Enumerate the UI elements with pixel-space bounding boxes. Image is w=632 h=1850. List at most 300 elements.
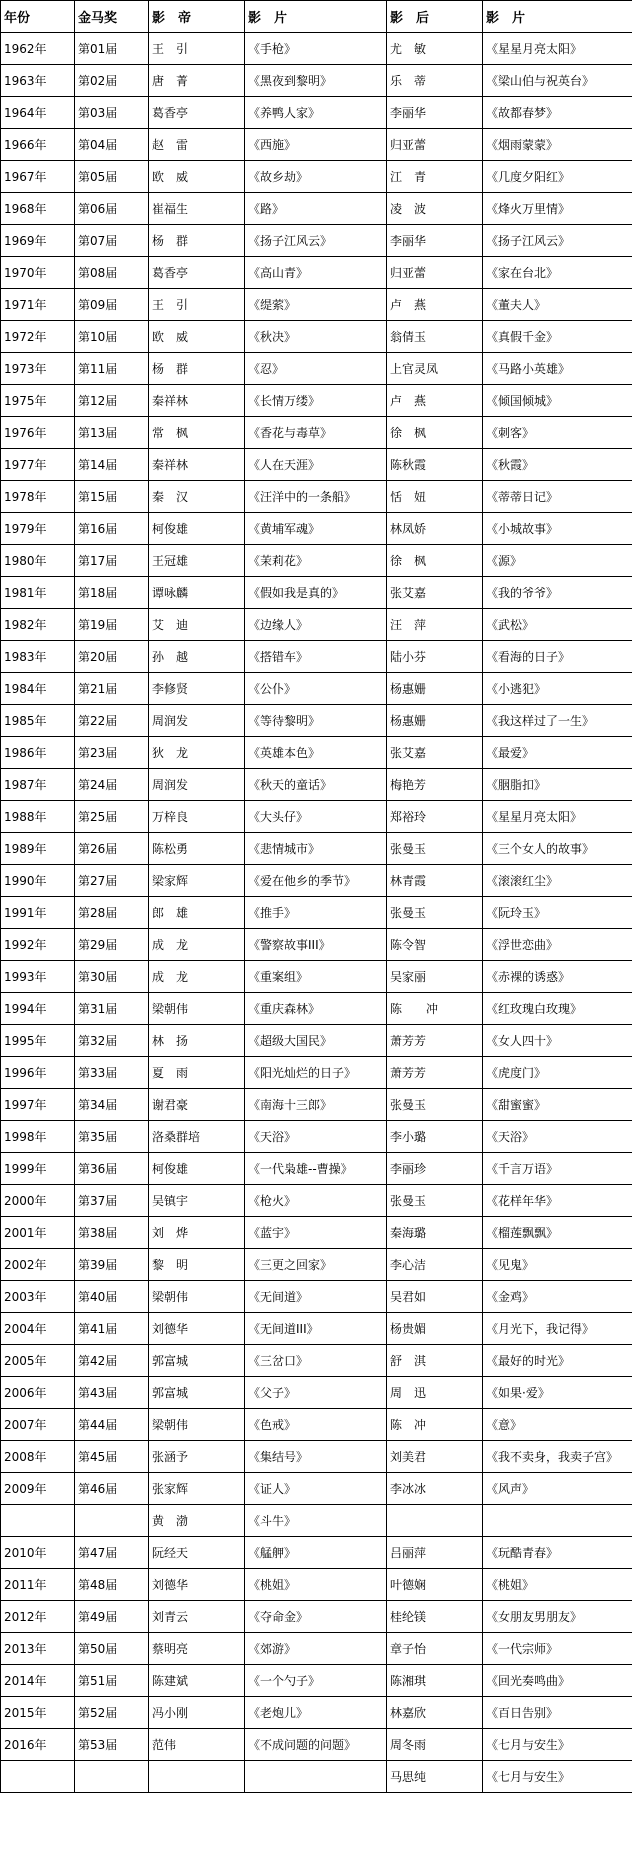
year-cell: 1989年 <box>1 833 75 865</box>
actress-cell: 林青霞 <box>387 865 483 897</box>
edition-cell: 第21届 <box>75 673 149 705</box>
actor-cell: 梁朝伟 <box>149 1409 245 1441</box>
table-row <box>1 673 632 705</box>
year-cell: 1964年 <box>1 97 75 129</box>
edition-cell: 第20届 <box>75 641 149 673</box>
actor-cell: 范伟 <box>149 1729 245 1761</box>
actor-film-cell: 《证人》 <box>245 1473 387 1505</box>
year-cell: 2000年 <box>1 1185 75 1217</box>
actress-film-cell: 《如果·爱》 <box>483 1377 632 1409</box>
actor-cell: 郎 雄 <box>149 897 245 929</box>
actor-cell: 崔福生 <box>149 193 245 225</box>
actor-cell: 张家辉 <box>149 1473 245 1505</box>
edition-cell: 第04届 <box>75 129 149 161</box>
edition-cell: 第06届 <box>75 193 149 225</box>
edition-cell: 第45届 <box>75 1441 149 1473</box>
actor-cell: 冯小刚 <box>149 1697 245 1729</box>
table-row <box>1 65 632 97</box>
table-row <box>1 449 632 481</box>
year-cell: 2012年 <box>1 1601 75 1633</box>
actor-cell: 唐 菁 <box>149 65 245 97</box>
header-edition: 金马奖 <box>75 1 149 33</box>
actress-film-cell: 《蒂蒂日记》 <box>483 481 632 513</box>
edition-cell: 第17届 <box>75 545 149 577</box>
actress-film-cell: 《金鸡》 <box>483 1281 632 1313</box>
year-cell: 1987年 <box>1 769 75 801</box>
actor-cell: 张涵予 <box>149 1441 245 1473</box>
edition-cell: 第16届 <box>75 513 149 545</box>
year-cell: 2007年 <box>1 1409 75 1441</box>
actress-film-cell: 《胭脂扣》 <box>483 769 632 801</box>
actor-film-cell: 《大头仔》 <box>245 801 387 833</box>
actress-film-cell: 《真假千金》 <box>483 321 632 353</box>
table-row <box>1 481 632 513</box>
actress-cell: 凌 波 <box>387 193 483 225</box>
edition-cell: 第02届 <box>75 65 149 97</box>
actress-film-cell: 《我不卖身，我卖子宫》 <box>483 1441 632 1473</box>
year-cell: 1977年 <box>1 449 75 481</box>
actress-cell: 刘美君 <box>387 1441 483 1473</box>
table-row <box>1 1281 632 1313</box>
year-cell: 1988年 <box>1 801 75 833</box>
actress-film-cell: 《月光下，我记得》 <box>483 1313 632 1345</box>
actress-film-cell: 《烟雨蒙蒙》 <box>483 129 632 161</box>
table-row <box>1 1537 632 1569</box>
year-cell: 1992年 <box>1 929 75 961</box>
actress-cell: 李丽华 <box>387 225 483 257</box>
actor-film-cell: 《超级大国民》 <box>245 1025 387 1057</box>
actor-film-cell: 《英雄本色》 <box>245 737 387 769</box>
actress-cell: 吴君如 <box>387 1281 483 1313</box>
actor-cell: 孙 越 <box>149 641 245 673</box>
actor-film-cell: 《人在天涯》 <box>245 449 387 481</box>
table-row <box>1 641 632 673</box>
year-cell: 1995年 <box>1 1025 75 1057</box>
actress-cell: 章子怡 <box>387 1633 483 1665</box>
table-row <box>1 609 632 641</box>
table-row <box>1 545 632 577</box>
year-cell: 1985年 <box>1 705 75 737</box>
actress-film-cell: 《桃姐》 <box>483 1569 632 1601</box>
actor-film-cell: 《缇萦》 <box>245 289 387 321</box>
table-row <box>1 577 632 609</box>
actor-cell: 郭富城 <box>149 1345 245 1377</box>
actress-film-cell: 《花样年华》 <box>483 1185 632 1217</box>
edition-cell: 第01届 <box>75 33 149 65</box>
actress-cell: 乐 蒂 <box>387 65 483 97</box>
year-cell: 1970年 <box>1 257 75 289</box>
table-row <box>1 513 632 545</box>
actress-cell: 舒 淇 <box>387 1345 483 1377</box>
year-cell: 1993年 <box>1 961 75 993</box>
actor-cell: 柯俊雄 <box>149 1153 245 1185</box>
table-row <box>1 705 632 737</box>
actress-film-cell: 《玩酷青春》 <box>483 1537 632 1569</box>
table-row <box>1 289 632 321</box>
actress-film-cell: 《百日告别》 <box>483 1697 632 1729</box>
table-row <box>1 257 632 289</box>
actress-film-cell: 《董夫人》 <box>483 289 632 321</box>
actress-film-cell: 《女人四十》 <box>483 1025 632 1057</box>
actress-film-cell: 《故都春梦》 <box>483 97 632 129</box>
edition-cell: 第31届 <box>75 993 149 1025</box>
actor-film-cell: 《秋天的童话》 <box>245 769 387 801</box>
actress-cell: 陈秋霞 <box>387 449 483 481</box>
actress-film-cell: 《七月与安生》 <box>483 1761 632 1793</box>
actor-film-cell: 《重庆森林》 <box>245 993 387 1025</box>
actress-film-cell: 《天浴》 <box>483 1121 632 1153</box>
table-row <box>1 385 632 417</box>
year-cell: 1998年 <box>1 1121 75 1153</box>
actress-film-cell: 《风声》 <box>483 1473 632 1505</box>
edition-cell: 第19届 <box>75 609 149 641</box>
actor-cell: 林 扬 <box>149 1025 245 1057</box>
year-cell: 2004年 <box>1 1313 75 1345</box>
actress-cell: 上官灵凤 <box>387 353 483 385</box>
actress-film-cell: 《回光奏鸣曲》 <box>483 1665 632 1697</box>
actress-cell: 张艾嘉 <box>387 737 483 769</box>
table-row <box>1 865 632 897</box>
table-row <box>1 1665 632 1697</box>
actress-cell: 尤 敏 <box>387 33 483 65</box>
edition-cell: 第34届 <box>75 1089 149 1121</box>
table-row <box>1 1697 632 1729</box>
actress-film-cell: 《看海的日子》 <box>483 641 632 673</box>
actress-cell: 林嘉欣 <box>387 1697 483 1729</box>
table-row <box>1 33 632 65</box>
actor-film-cell: 《三岔口》 <box>245 1345 387 1377</box>
actor-cell: 周润发 <box>149 705 245 737</box>
edition-cell: 第51届 <box>75 1665 149 1697</box>
edition-cell: 第05届 <box>75 161 149 193</box>
year-cell: 1980年 <box>1 545 75 577</box>
actress-cell: 归亚蕾 <box>387 129 483 161</box>
actress-cell: 恬 妞 <box>387 481 483 513</box>
year-cell: 2015年 <box>1 1697 75 1729</box>
year-cell: 2009年 <box>1 1473 75 1505</box>
actor-cell: 欧 威 <box>149 321 245 353</box>
edition-cell: 第49届 <box>75 1601 149 1633</box>
actor-film-cell: 《三更之回家》 <box>245 1249 387 1281</box>
actress-cell: 周冬雨 <box>387 1729 483 1761</box>
actor-film-cell: 《南海十三郎》 <box>245 1089 387 1121</box>
year-cell: 1982年 <box>1 609 75 641</box>
actor-film-cell: 《色戒》 <box>245 1409 387 1441</box>
year-cell: 1996年 <box>1 1057 75 1089</box>
table-row <box>1 1345 632 1377</box>
year-cell: 1971年 <box>1 289 75 321</box>
actress-cell: 郑裕玲 <box>387 801 483 833</box>
year-cell <box>1 1761 75 1793</box>
actress-film-cell: 《女朋友男朋友》 <box>483 1601 632 1633</box>
table-row <box>1 769 632 801</box>
actress-film-cell: 《源》 <box>483 545 632 577</box>
actor-film-cell: 《蓝宇》 <box>245 1217 387 1249</box>
edition-cell: 第11届 <box>75 353 149 385</box>
actor-cell: 陈建斌 <box>149 1665 245 1697</box>
year-cell: 2002年 <box>1 1249 75 1281</box>
actor-cell: 梁家辉 <box>149 865 245 897</box>
table-row <box>1 1761 632 1793</box>
actress-cell: 徐 枫 <box>387 417 483 449</box>
table-row <box>1 1153 632 1185</box>
header-best-actress: 影 后 <box>387 1 483 33</box>
table-row <box>1 897 632 929</box>
actor-film-cell: 《郊游》 <box>245 1633 387 1665</box>
actor-film-cell <box>245 1761 387 1793</box>
edition-cell: 第41届 <box>75 1313 149 1345</box>
edition-cell: 第50届 <box>75 1633 149 1665</box>
year-cell: 1986年 <box>1 737 75 769</box>
actress-cell: 卢 燕 <box>387 385 483 417</box>
actress-cell: 陈 冲 <box>387 993 483 1025</box>
actress-cell: 叶德娴 <box>387 1569 483 1601</box>
actor-film-cell: 《父子》 <box>245 1377 387 1409</box>
actor-cell: 王 引 <box>149 33 245 65</box>
actor-film-cell: 《故乡劫》 <box>245 161 387 193</box>
actress-cell: 李小璐 <box>387 1121 483 1153</box>
actor-film-cell: 《一代枭雄--曹操》 <box>245 1153 387 1185</box>
edition-cell: 第33届 <box>75 1057 149 1089</box>
edition-cell: 第32届 <box>75 1025 149 1057</box>
actor-cell: 梁朝伟 <box>149 1281 245 1313</box>
actress-film-cell: 《三个女人的故事》 <box>483 833 632 865</box>
edition-cell: 第27届 <box>75 865 149 897</box>
actress-film-cell: 《滚滚红尘》 <box>483 865 632 897</box>
year-cell: 1990年 <box>1 865 75 897</box>
actor-film-cell: 《等待黎明》 <box>245 705 387 737</box>
header-actress-film: 影 片 <box>483 1 632 33</box>
actress-cell: 萧芳芳 <box>387 1025 483 1057</box>
edition-cell: 第08届 <box>75 257 149 289</box>
table-row <box>1 1249 632 1281</box>
actor-film-cell: 《老炮儿》 <box>245 1697 387 1729</box>
year-cell: 2006年 <box>1 1377 75 1409</box>
actor-cell: 刘 烨 <box>149 1217 245 1249</box>
edition-cell: 第42届 <box>75 1345 149 1377</box>
table-row <box>1 1505 632 1537</box>
actress-cell: 萧芳芳 <box>387 1057 483 1089</box>
actress-film-cell: 《一代宗师》 <box>483 1633 632 1665</box>
actress-cell: 陈令智 <box>387 929 483 961</box>
actress-cell: 徐 枫 <box>387 545 483 577</box>
actor-film-cell: 《黑夜到黎明》 <box>245 65 387 97</box>
actress-film-cell: 《榴莲飘飘》 <box>483 1217 632 1249</box>
actor-cell <box>149 1761 245 1793</box>
actor-cell: 成 龙 <box>149 961 245 993</box>
actor-film-cell: 《枪火》 <box>245 1185 387 1217</box>
actress-film-cell: 《红玫瑰白玫瑰》 <box>483 993 632 1025</box>
actor-cell: 郭富城 <box>149 1377 245 1409</box>
edition-cell: 第35届 <box>75 1121 149 1153</box>
edition-cell: 第09届 <box>75 289 149 321</box>
actress-cell: 李冰冰 <box>387 1473 483 1505</box>
actor-cell: 陈松勇 <box>149 833 245 865</box>
actor-film-cell: 《警察故事III》 <box>245 929 387 961</box>
edition-cell: 第40届 <box>75 1281 149 1313</box>
actor-film-cell: 《路》 <box>245 193 387 225</box>
actress-film-cell: 《浮世恋曲》 <box>483 929 632 961</box>
actress-cell: 陈湘琪 <box>387 1665 483 1697</box>
year-cell: 2014年 <box>1 1665 75 1697</box>
actor-film-cell: 《搭错车》 <box>245 641 387 673</box>
actor-film-cell: 《边缘人》 <box>245 609 387 641</box>
table-row <box>1 1569 632 1601</box>
actor-film-cell: 《推手》 <box>245 897 387 929</box>
edition-cell: 第03届 <box>75 97 149 129</box>
year-cell: 2016年 <box>1 1729 75 1761</box>
actress-film-cell: 《扬子江风云》 <box>483 225 632 257</box>
edition-cell: 第52届 <box>75 1697 149 1729</box>
edition-cell: 第44届 <box>75 1409 149 1441</box>
actor-film-cell: 《手枪》 <box>245 33 387 65</box>
actor-cell: 阮经天 <box>149 1537 245 1569</box>
year-cell: 1981年 <box>1 577 75 609</box>
actor-film-cell: 《桃姐》 <box>245 1569 387 1601</box>
actress-film-cell: 《星星月亮太阳》 <box>483 801 632 833</box>
table-row <box>1 1729 632 1761</box>
actress-film-cell: 《武松》 <box>483 609 632 641</box>
edition-cell: 第07届 <box>75 225 149 257</box>
edition-cell: 第29届 <box>75 929 149 961</box>
table-row <box>1 417 632 449</box>
year-cell: 2010年 <box>1 1537 75 1569</box>
table-row <box>1 961 632 993</box>
edition-cell: 第25届 <box>75 801 149 833</box>
actor-cell: 杨 群 <box>149 353 245 385</box>
table-row <box>1 161 632 193</box>
actor-cell: 李修贤 <box>149 673 245 705</box>
actor-cell: 刘德华 <box>149 1313 245 1345</box>
year-cell: 2003年 <box>1 1281 75 1313</box>
table-row <box>1 1121 632 1153</box>
year-cell: 1994年 <box>1 993 75 1025</box>
actress-cell: 梅艳芳 <box>387 769 483 801</box>
actress-cell: 吴家丽 <box>387 961 483 993</box>
edition-cell: 第43届 <box>75 1377 149 1409</box>
edition-cell: 第13届 <box>75 417 149 449</box>
table-row <box>1 321 632 353</box>
year-cell: 2001年 <box>1 1217 75 1249</box>
year-cell: 1966年 <box>1 129 75 161</box>
actor-film-cell: 《公仆》 <box>245 673 387 705</box>
edition-cell: 第38届 <box>75 1217 149 1249</box>
actress-cell: 卢 燕 <box>387 289 483 321</box>
actor-cell: 吴镇宇 <box>149 1185 245 1217</box>
table-row <box>1 225 632 257</box>
actor-cell: 葛香亭 <box>149 97 245 129</box>
edition-cell <box>75 1761 149 1793</box>
actress-film-cell: 《马路小英雄》 <box>483 353 632 385</box>
edition-cell <box>75 1505 149 1537</box>
actor-cell: 谢君豪 <box>149 1089 245 1121</box>
actor-film-cell: 《悲情城市》 <box>245 833 387 865</box>
actress-film-cell: 《秋霞》 <box>483 449 632 481</box>
actor-cell: 艾 迪 <box>149 609 245 641</box>
actor-cell: 赵 雷 <box>149 129 245 161</box>
header-year: 年份 <box>1 1 75 33</box>
actress-film-cell: 《意》 <box>483 1409 632 1441</box>
table-body <box>1 33 632 1793</box>
year-cell: 1975年 <box>1 385 75 417</box>
actress-cell: 林凤娇 <box>387 513 483 545</box>
table-row <box>1 1377 632 1409</box>
table-row <box>1 1473 632 1505</box>
actor-cell: 王 引 <box>149 289 245 321</box>
table-row <box>1 1057 632 1089</box>
actor-film-cell: 《黄埔军魂》 <box>245 513 387 545</box>
actor-film-cell: 《重案组》 <box>245 961 387 993</box>
edition-cell: 第23届 <box>75 737 149 769</box>
year-cell: 1991年 <box>1 897 75 929</box>
actress-cell: 周 迅 <box>387 1377 483 1409</box>
actress-film-cell: 《千言万语》 <box>483 1153 632 1185</box>
actor-cell: 秦 汉 <box>149 481 245 513</box>
actress-cell: 杨惠姗 <box>387 705 483 737</box>
actress-film-cell: 《烽火万里情》 <box>483 193 632 225</box>
actress-film-cell: 《倾国倾城》 <box>483 385 632 417</box>
year-cell: 1968年 <box>1 193 75 225</box>
actress-cell <box>387 1505 483 1537</box>
actor-film-cell: 《假如我是真的》 <box>245 577 387 609</box>
actor-cell: 成 龙 <box>149 929 245 961</box>
actor-film-cell: 《香花与毒草》 <box>245 417 387 449</box>
edition-cell: 第36届 <box>75 1153 149 1185</box>
actress-film-cell: 《星星月亮太阳》 <box>483 33 632 65</box>
table-row <box>1 1089 632 1121</box>
actress-film-cell: 《最好的时光》 <box>483 1345 632 1377</box>
actress-film-cell: 《阮玲玉》 <box>483 897 632 929</box>
actor-film-cell: 《夺命金》 <box>245 1601 387 1633</box>
actor-cell: 刘德华 <box>149 1569 245 1601</box>
table-row <box>1 833 632 865</box>
actress-cell: 李心洁 <box>387 1249 483 1281</box>
actress-film-cell: 《我这样过了一生》 <box>483 705 632 737</box>
table-row <box>1 1025 632 1057</box>
actor-film-cell: 《忍》 <box>245 353 387 385</box>
actress-cell: 归亚蕾 <box>387 257 483 289</box>
actress-film-cell: 《七月与安生》 <box>483 1729 632 1761</box>
actor-film-cell: 《高山青》 <box>245 257 387 289</box>
actress-film-cell: 《虎度门》 <box>483 1057 632 1089</box>
actress-film-cell: 《家在台北》 <box>483 257 632 289</box>
actor-cell: 梁朝伟 <box>149 993 245 1025</box>
actor-cell: 狄 龙 <box>149 737 245 769</box>
year-cell: 2011年 <box>1 1569 75 1601</box>
header-row <box>1 1 632 33</box>
actress-cell: 桂纶镁 <box>387 1601 483 1633</box>
actress-film-cell: 《梁山伯与祝英台》 <box>483 65 632 97</box>
actor-film-cell: 《无间道III》 <box>245 1313 387 1345</box>
year-cell: 1962年 <box>1 33 75 65</box>
actor-cell: 欧 威 <box>149 161 245 193</box>
actor-cell: 常 枫 <box>149 417 245 449</box>
actress-cell: 杨贵媚 <box>387 1313 483 1345</box>
actor-film-cell: 《无间道》 <box>245 1281 387 1313</box>
actress-film-cell: 《刺客》 <box>483 417 632 449</box>
actor-cell: 洛桑群培 <box>149 1121 245 1153</box>
actress-cell: 杨惠姗 <box>387 673 483 705</box>
actor-cell: 夏 雨 <box>149 1057 245 1089</box>
edition-cell: 第48届 <box>75 1569 149 1601</box>
actor-cell: 万梓良 <box>149 801 245 833</box>
edition-cell: 第30届 <box>75 961 149 993</box>
actress-cell: 张曼玉 <box>387 897 483 929</box>
year-cell: 1967年 <box>1 161 75 193</box>
actress-cell: 张曼玉 <box>387 1089 483 1121</box>
table-row <box>1 1409 632 1441</box>
table-row <box>1 801 632 833</box>
